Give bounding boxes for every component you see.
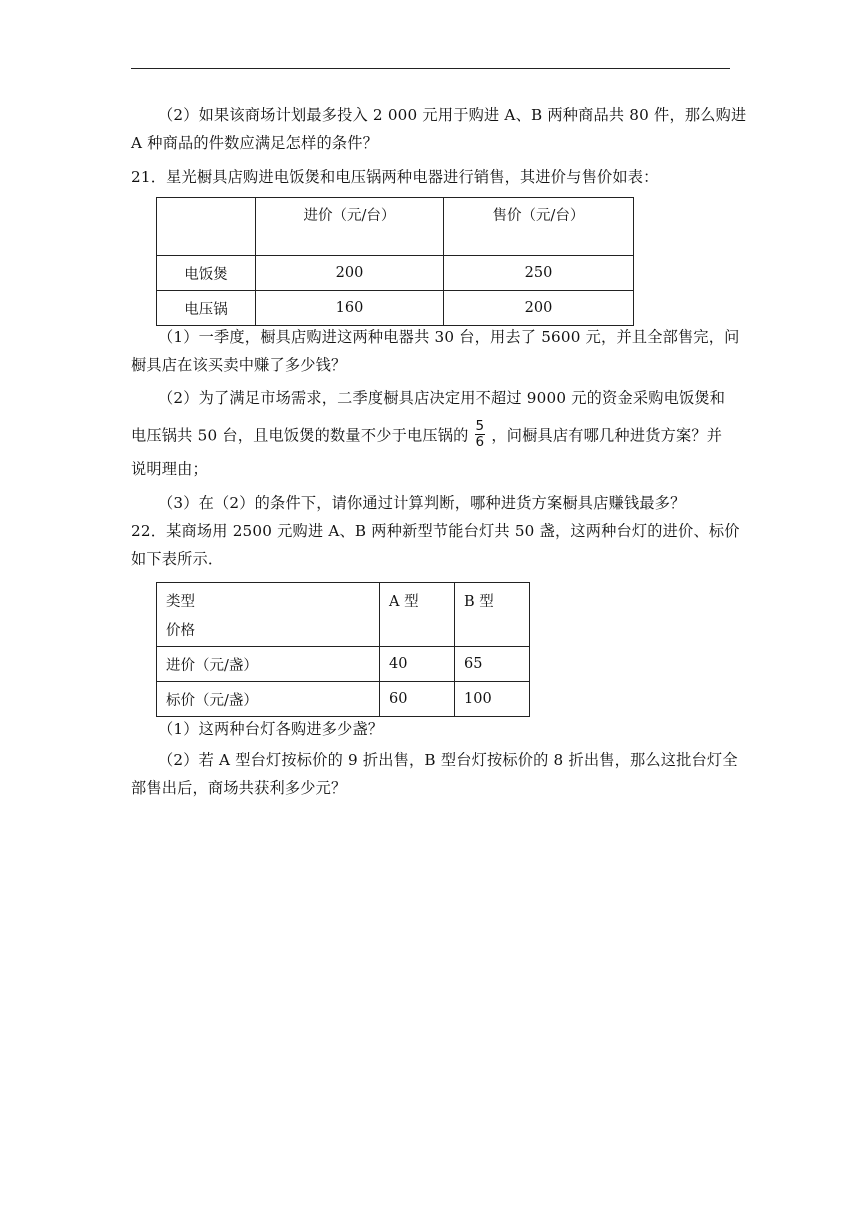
q20-part2-line1: （2）如果该商场计划最多投入 2 000 元用于购进 A、B 两种商品共 80 件，那么购进 <box>158 106 747 124</box>
q21-table-corner <box>157 198 256 256</box>
q22-price-table <box>156 582 530 717</box>
q21-row-label: 电饭煲 <box>157 256 256 291</box>
q21-cell: 200 <box>256 256 444 291</box>
q22-cell: 65 <box>455 647 530 682</box>
header-rule <box>131 68 730 69</box>
q20-part2-line2: A 种商品的件数应满足怎样的条件？ <box>131 134 379 152</box>
q21-part2-line2-pre: 电压锅共 50 台，且电饭煲的数量不少于电压锅的 <box>131 426 469 445</box>
q21-price-table <box>156 197 634 326</box>
q21-part2-line1: （2）为了满足市场需求，二季度橱具店决定用不超过 9000 元的资金采购电饭煲和 <box>158 389 726 407</box>
q22-cell: 60 <box>380 682 455 717</box>
q22-part2-line2: 部售出后，商场共获利多少元？ <box>131 779 347 797</box>
q22-cell: 40 <box>380 647 455 682</box>
q21-part1-line2: 橱具店在该买卖中赚了多少钱？ <box>131 356 347 374</box>
q21-part2-line3: 说明理由； <box>131 460 208 478</box>
q22-header-a: A 型 <box>380 583 455 647</box>
q22-stem-line2: 如下表所示． <box>131 550 224 568</box>
q22-cell: 100 <box>455 682 530 717</box>
q21-cell: 250 <box>444 256 634 291</box>
q21-header-sale: 售价（元/台） <box>444 198 634 256</box>
q21-cell: 160 <box>256 291 444 326</box>
fraction-five-sixths <box>475 419 486 450</box>
q21-part2-line2 <box>131 418 731 452</box>
q22-row-label: 标价（元/盏） <box>157 682 380 717</box>
q21-part1-line1: （1）一季度，橱具店购进这两种电器共 30 台，用去了 5600 元，并且全部售完，问 <box>158 328 740 346</box>
q21-row-label: 电压锅 <box>157 291 256 326</box>
q21-stem: 21．星光橱具店购进电饭煲和电压锅两种电器进行销售，其进价与售价如表： <box>131 168 659 186</box>
q22-row-label: 进价（元/盏） <box>157 647 380 682</box>
q22-header-b: B 型 <box>455 583 530 647</box>
q22-table-corner <box>157 583 380 647</box>
q21-part2-line2-post: ，问橱具店有哪几种进货方案？并 <box>491 426 723 445</box>
q22-part1: （1）这两种台灯各购进多少盏？ <box>158 720 384 738</box>
q22-stem-line1: 22．某商场用 2500 元购进 A、B 两种新型节能台灯共 50 盏，这两种台灯的进价、标价 <box>131 522 740 540</box>
q21-header-cost: 进价（元/台） <box>256 198 444 256</box>
q22-part2-line1: （2）若 A 型台灯按标价的 9 折出售，B 型台灯按标价的 8 折出售，那么这批台灯全 <box>158 751 738 769</box>
fraction-denominator: 6 <box>475 434 485 450</box>
q22-corner-price: 价格 <box>166 623 195 639</box>
q21-part3: （3）在（2）的条件下，请你通过计算判断，哪种进货方案橱具店赚钱最多？ <box>158 494 686 512</box>
q22-corner-type: 类型 <box>166 594 195 610</box>
fraction-numerator: 5 <box>475 418 485 434</box>
q21-cell: 200 <box>444 291 634 326</box>
